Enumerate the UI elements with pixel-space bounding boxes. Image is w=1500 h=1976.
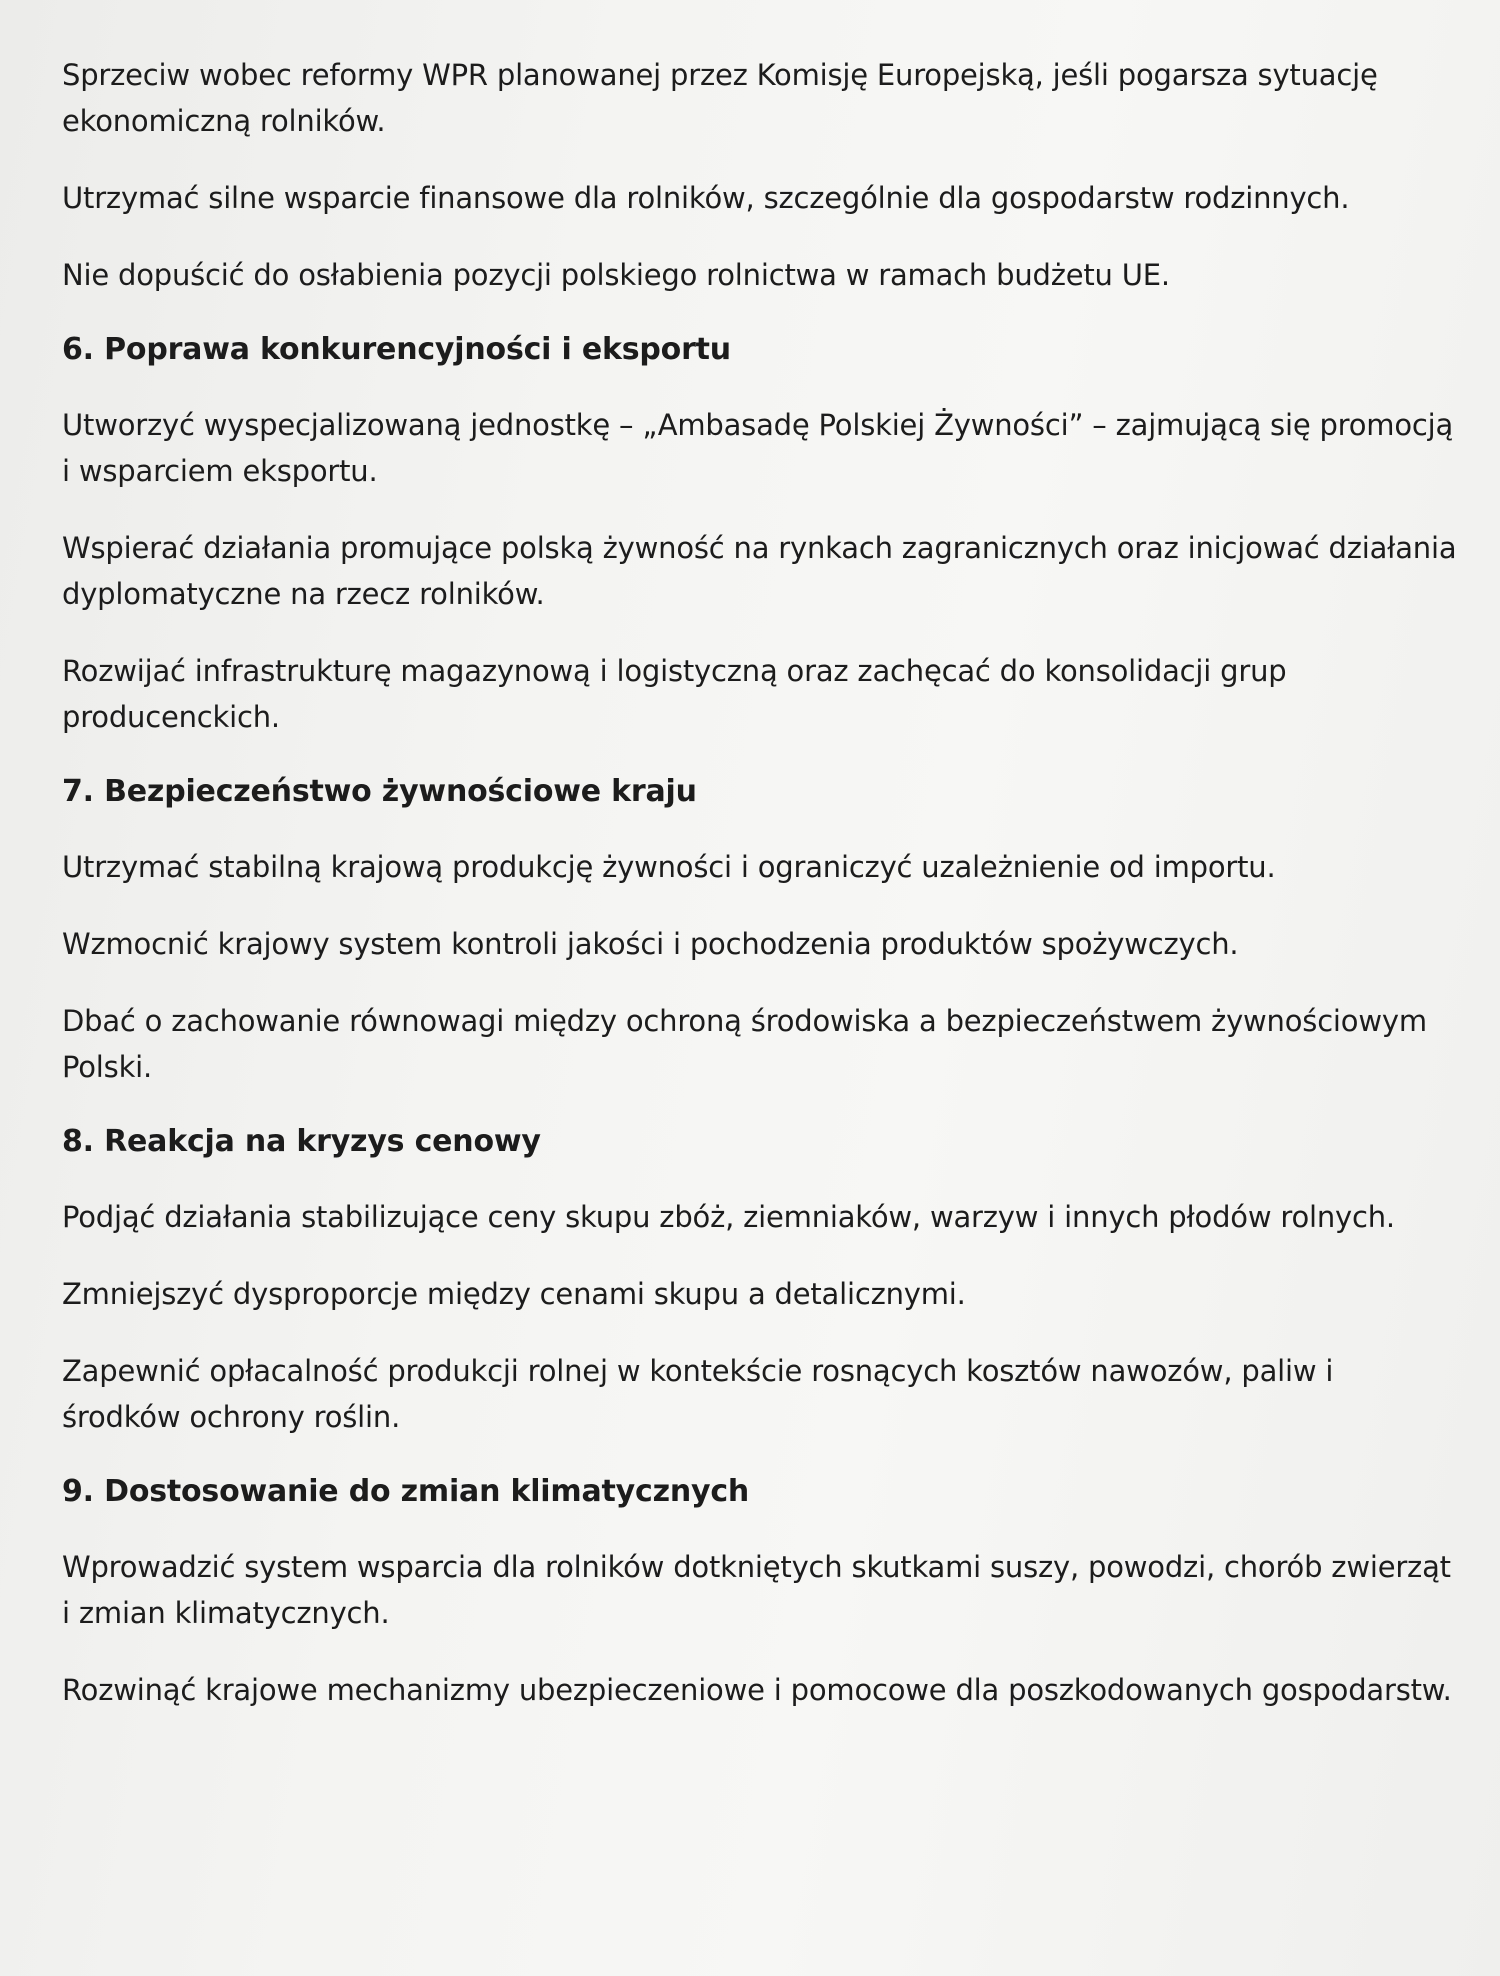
section-climate-adaptation bbox=[62, 1471, 1460, 1713]
intro-paragraph: Sprzeciw wobec reformy WPR planowanej przez Komisję Europejską, jeśli pogarsza sytuację ekonomiczną rolników. bbox=[62, 58, 1378, 138]
section-paragraph: Wzmocnić krajowy system kontroli jakości i pochodzenia produktów spożywczych. bbox=[62, 927, 1239, 961]
section-paragraph: Podjąć działania stabilizujące ceny skupu zbóż, ziemniaków, warzyw i innych płodów rolnych. bbox=[62, 1200, 1395, 1234]
section-paragraph: Dbać o zachowanie równowagi między ochroną środowiska a bezpieczeństwem żywnościowym Polski. bbox=[62, 1004, 1427, 1084]
section-food-security bbox=[62, 771, 1460, 1090]
section-paragraph: Utrzymać stabilną krajową produkcję żywności i ograniczyć uzależnienie od importu. bbox=[62, 850, 1276, 884]
section-paragraph: Rozwinąć krajowe mechanizmy ubezpieczeniowe i pomocowe dla poszkodowanych gospodarstw. bbox=[62, 1673, 1452, 1707]
section-heading: 6. Poprawa konkurencyjności i eksportu bbox=[62, 332, 731, 367]
section-paragraph: Zapewnić opłacalność produkcji rolnej w kontekście rosnących kosztów nawozów, paliw i środków ochrony roślin. bbox=[62, 1354, 1334, 1434]
intro-paragraph: Nie dopuścić do osłabienia pozycji polskiego rolnictwa w ramach budżetu UE. bbox=[62, 258, 1170, 292]
section-heading: 8. Reakcja na kryzys cenowy bbox=[62, 1124, 541, 1159]
section-heading: 7. Bezpieczeństwo żywnościowe kraju bbox=[62, 774, 697, 809]
section-competitiveness-export bbox=[62, 329, 1460, 740]
section-paragraph: Rozwijać infrastrukturę magazynową i logistyczną oraz zachęcać do konsolidacji grup producenckich. bbox=[62, 654, 1287, 734]
section-paragraph: Wprowadzić system wsparcia dla rolników dotkniętych skutkami suszy, powodzi, chorób zwierząt i zmian klimatycznych. bbox=[62, 1550, 1451, 1630]
section-paragraph: Wspierać działania promujące polską żywność na rynkach zagranicznych oraz inicjować działania dyplomatyczne na rzecz rolników. bbox=[62, 531, 1457, 611]
intro-paragraph: Utrzymać silne wsparcie finansowe dla rolników, szczególnie dla gospodarstw rodzinnych. bbox=[62, 181, 1350, 215]
section-heading: 9. Dostosowanie do zmian klimatycznych bbox=[62, 1474, 750, 1509]
section-price-crisis bbox=[62, 1121, 1460, 1440]
section-paragraph: Zmniejszyć dysproporcje między cenami skupu a detalicznymi. bbox=[62, 1277, 966, 1311]
section-paragraph: Utworzyć wyspecjalizowaną jednostkę – „Ambasadę Polskiej Żywności” – zajmującą się promocją i wsparciem eksportu. bbox=[62, 408, 1454, 488]
